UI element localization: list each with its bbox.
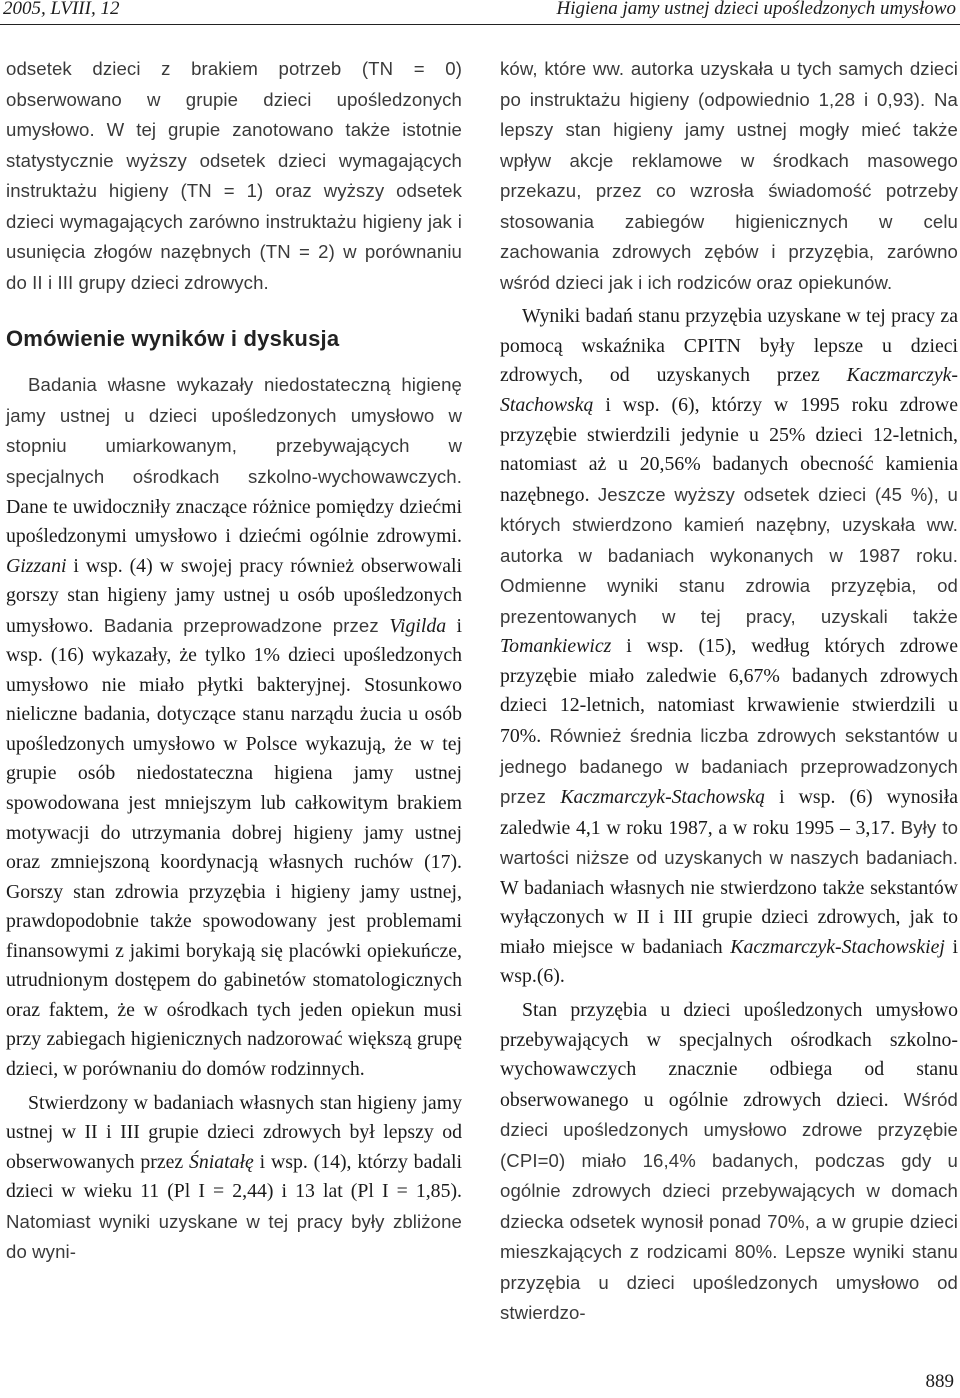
paragraph: Stwierdzony w badaniach własnych stan higieny jamy ustnej w II i III grupie dzieci zdrowych był lepszy od obserwowanych przez Śniatałę i wsp. (14), którzy badali dzieci w wieku 11 (Pl I = 2,44) i 13 lat (Pl I = 1,85). Natomiast wyniki uzyskane w tej pracy były zbliżone do wyni- bbox=[6, 1091, 463, 1263]
citation-author: Kaczmarczyk-Stachowskiej bbox=[730, 935, 945, 958]
running-header bbox=[0, 0, 960, 20]
paragraph: Badania własne wykazały niedostateczną higienę jamy ustnej u dzieci upośledzonych umysłowo w stopniu umiarkowanym, przebywających w specjalnych ośrodkach szkolno-wychowawczych. Dane te uwidoczniły znaczące różnice pomiędzy dziećmi upośledzonymi umysłowo i dziećmi ogólnie zdrowymi. Gizzani i wsp. (4) w swojej pracy również obserwowali gorszy stan higieny jamy ustnej u osób upośledzonych umysłowo. Badania przeprowadzone przez Vigilda i wsp. (16) wykazały, że tylko 1% dzieci upośledzonych umysłowo nie miało płytki bakteryjnej. Stosunkowo nieliczne badania, dotyczące stanu narządu żucia u osób upośledzonych umysłowo w Polsce wykazują, że w tej grupie osób niedostateczna higiena jamy ustnej spowodowana jest mniejszym lub całkowitym brakiem motywacji do utrzymania dobrej higieny jamy ustnej oraz zmniejszoną koordynacją własnych ruchów (17). Gorszy stan zdrowia przyzębia i higieny jamy ustnej, prawdopodobnie także spowodowany jest problemami finansowymi z jakimi borykają się placówki opiekuńcze, utrudnionym dostępem do gabinetów stomatologicznych oraz faktem, że w ośrodkach tych jeden opiekun musi przy zabiegach higienicznych nadzorować większą grupę dzieci, w porównaniu do domów rodzinnych. bbox=[6, 374, 463, 1080]
journal-issue: 2005, LVIII, 12 bbox=[3, 0, 120, 19]
header-rule bbox=[0, 24, 960, 25]
citation-author: Kaczmarczyk-Stachowską bbox=[560, 786, 766, 809]
section-heading: Omówienie wyników i dyskusja bbox=[6, 326, 340, 352]
paragraph: ków, które ww. autorka uzyskała u tych samych dzieci po instruktażu higieny (odpowiednio 1,28 i 0,93). Na lepszy stan higieny jamy ustnej mogły mieć także wpływ akcje reklamowe w środkach masowego przekazu, przez co wzrosła świadomość potrzeby stosowania zabiegów higienicznych w celu zachowania zdrowych zębów i przyzębia, zarówno wśród dzieci jak i ich rodziców oraz opiekunów. bbox=[500, 58, 958, 293]
citation-author: Gizzani bbox=[6, 554, 67, 577]
running-title: Higiena jamy ustnej dzieci upośledzonych umysłowo bbox=[556, 0, 956, 19]
paragraph: odsetek dzieci z brakiem potrzeb (TN = 0) obserwowano w grupie dzieci upośledzonych umysłowo. W tej grupie zanotowano także istotnie statystycznie wyższy odsetek dzieci wymagających instruktażu higieny (TN = 1) oraz wyższy odsetek dzieci wymagających zarówno instruktażu higieny jak i usunięcia złogów nazębnych (TN = 2) w porównaniu do II i III grupy dzieci zdrowych. bbox=[6, 58, 462, 293]
right-column bbox=[500, 54, 958, 1329]
citation-author: Tomankiewicz bbox=[500, 635, 612, 658]
citation-author: Vigilda bbox=[389, 614, 447, 637]
citation-author: Śniatałę bbox=[189, 1150, 254, 1173]
citation-author: Kaczmarczyk-Stachowską bbox=[500, 364, 958, 417]
paragraph: Stan przyzębia u dzieci upośledzonych umysłowo przebywających w specjalnych ośrodkach szkolno-wychowawczych znacznie odbiega od stanu obserwowanego u ogólnie zdrowych dzieci. Wśród dzieci upośledzonych umysłowo zdrowe przyzębie (CPI=0) miało 16,4% badanych, podczas gdy u ogólnie zdrowych dzieci przebywających w domach dziecka odsetek wynosił ponad 70%, a w grupie dzieci mieszkających z rodzicami 80%. Lepsze wyniki stanu przyzębia u dzieci upośledzonych umysłowo od stwierdzo- bbox=[500, 998, 958, 1324]
paragraph: Wyniki badań stanu przyzębia uzyskane w tej pracy za pomocą wskaźnika CPITN były lepsze u dzieci zdrowych, od uzyskanych przez Kaczmarczyk-Stachowską i wsp. (6), którzy w 1995 roku zdrowe przyzębie stwierdzili jedynie u 25% dzieci 12-letnich, natomiast aż u 20,56% badanych obecność kamienia nazębnego. Jeszcze wyższy odsetek dzieci (45 %), u których stwierdzono kamień nazębny, uzyskała ww. autorka w badaniach wykonanych w 1987 roku. Odmienne wyniki stanu zdrowia przyzębia, od prezentowanych w tej pracy, uzyskali także Tomankiewicz i wsp. (15), według których zdrowe przyzębie miało zaledwie 6,67% badanych zdrowych dzieci 12-letnich, natomiast krwawienie stwierdzili u 70%. Również średnia liczba zdrowych sekstantów u jednego badanego w badaniach przeprowadzonych przez Kaczmarczyk-Stachowską i wsp. (6) wynosiła zaledwie 4,1 w roku 1987, a w roku 1995 – 3,17. Były to wartości niższe od uzyskanych w naszych badaniach. W badaniach własnych nie stwierdzono także sekstantów wyłączonych w II i III grupie dzieci zdrowych, jak to miało miejsce w badaniach Kaczmarczyk-Stachowskiej i wsp.(6). bbox=[500, 305, 959, 988]
page-number: 889 bbox=[925, 1371, 954, 1392]
left-column bbox=[6, 54, 462, 1268]
